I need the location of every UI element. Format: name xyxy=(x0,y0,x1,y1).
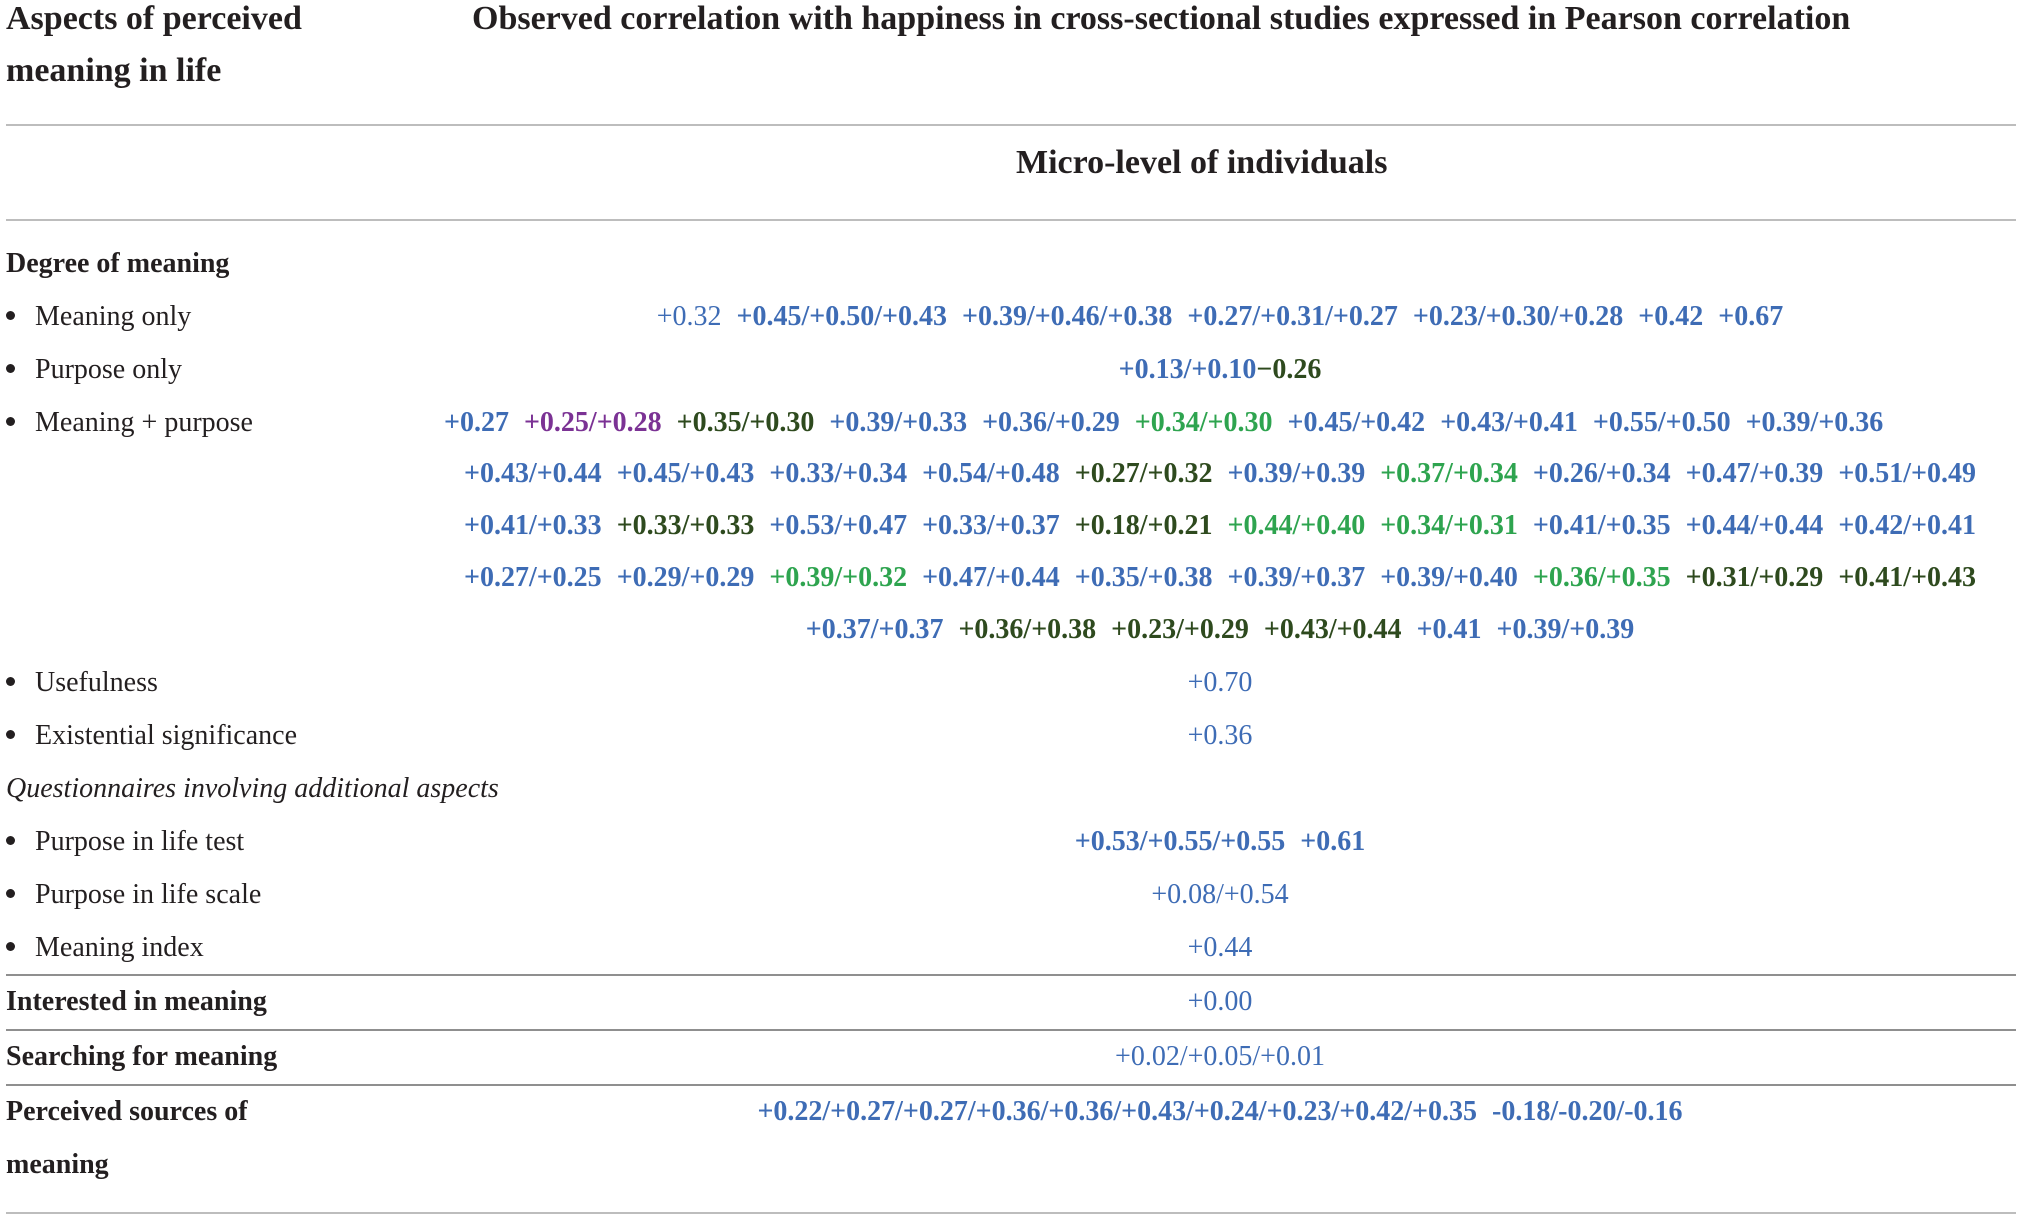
row-label: Usefulness xyxy=(35,667,158,698)
correlation-value: +0.39/+0.36 xyxy=(1745,407,1884,438)
row-usefulness xyxy=(6,667,158,699)
correlation-value: +0.33/+0.37 xyxy=(922,510,1060,541)
correlation-value: +0.34/+0.30 xyxy=(1134,407,1273,438)
row-label-sources-line2: meaning xyxy=(6,1149,109,1180)
correlation-value: +0.45/+0.43 xyxy=(616,458,755,489)
subheader-rule xyxy=(6,219,2016,221)
correlation-value: +0.45/+0.42 xyxy=(1287,407,1426,438)
correlation-value: +0.33/+0.33 xyxy=(616,510,755,541)
correlation-value: +0.35/+0.30 xyxy=(676,407,815,438)
row-purpose-in-life-test xyxy=(6,826,244,858)
subheader-micro-level: Micro-level of individuals xyxy=(1016,144,1388,181)
correlation-value: +0.47/+0.44 xyxy=(922,562,1060,593)
correlation-value: +0.42/+0.41 xyxy=(1838,510,1977,541)
row-label: Existential significance xyxy=(35,720,298,751)
correlation-value: +0.36/+0.35 xyxy=(1532,562,1671,593)
row-label: Meaning index xyxy=(35,932,204,963)
row-label-sources-line1: Perceived sources of xyxy=(6,1096,248,1127)
correlation-value: +0.27 xyxy=(444,407,509,438)
correlation-value: +0.33/+0.34 xyxy=(769,458,908,489)
correlation-value: +0.13/+0.10 xyxy=(1118,354,1257,385)
row-meaning-index xyxy=(6,932,204,964)
header-rule xyxy=(6,124,2016,126)
correlation-value: +0.39/+0.40 xyxy=(1380,562,1518,593)
correlation-value: +0.29/+0.29 xyxy=(616,562,755,593)
values-meaning-purpose-block xyxy=(430,448,2010,656)
correlation-value: +0.41/+0.33 xyxy=(463,510,602,541)
correlation-value: +0.27/+0.31/+0.27 xyxy=(1187,301,1398,332)
bullet-icon xyxy=(6,417,15,426)
row-purpose-only xyxy=(6,354,182,386)
row-purpose-in-life-scale xyxy=(6,879,261,911)
correlation-value: +0.45/+0.50/+0.43 xyxy=(736,301,947,332)
correlation-value: +0.70 xyxy=(1187,667,1253,698)
section-rule xyxy=(6,974,2016,976)
correlation-value: +0.32 xyxy=(656,301,722,332)
values-meaning-purpose-line1 xyxy=(440,407,1887,439)
correlation-value: +0.37/+0.34 xyxy=(1380,458,1518,489)
values-meaning-index xyxy=(340,932,2020,964)
row-meaning-purpose xyxy=(6,407,253,439)
row-label-interested-in-meaning: Interested in meaning xyxy=(6,986,267,1017)
section-rule xyxy=(6,1029,2016,1031)
correlation-value: +0.41/+0.43 xyxy=(1838,562,1977,593)
values-searching-for-meaning xyxy=(340,1041,2020,1073)
correlation-value: +0.51/+0.49 xyxy=(1838,458,1977,489)
row-label: Purpose in life test xyxy=(35,826,245,857)
values-purpose-only xyxy=(340,354,2020,386)
correlation-value: +0.27/+0.25 xyxy=(463,562,602,593)
bullet-icon xyxy=(6,836,15,845)
correlation-value: +0.67 xyxy=(1718,301,1784,332)
correlation-value: +0.22/+0.27/+0.27/+0.36/+0.36/+0.43/+0.24/+0.23/+0.42/+0.35 xyxy=(757,1096,1478,1127)
correlation-value: +0.53/+0.47 xyxy=(769,510,908,541)
values-purpose-in-life-scale xyxy=(340,879,2020,911)
correlation-value: +0.00 xyxy=(1187,986,1253,1017)
values-existential-significance xyxy=(340,720,2020,752)
correlation-value: -0.18/-0.20/-0.16 xyxy=(1492,1096,1683,1127)
correlation-value: +0.36/+0.38 xyxy=(958,614,1097,645)
row-label: Purpose in life scale xyxy=(35,879,262,910)
bullet-icon xyxy=(6,364,15,373)
correlation-value: +0.23/+0.30/+0.28 xyxy=(1412,301,1624,332)
row-label-questionnaires: Questionnaires involving additional aspects xyxy=(6,773,499,804)
bullet-icon xyxy=(6,677,15,686)
correlation-value: +0.42 xyxy=(1638,301,1704,332)
correlation-value: +0.41/+0.35 xyxy=(1532,510,1671,541)
correlation-value: +0.43/+0.44 xyxy=(1263,614,1402,645)
column-header-aspects-line1: Aspects of perceived xyxy=(6,0,302,37)
correlation-value: +0.18/+0.21 xyxy=(1074,510,1213,541)
correlation-value: +0.43/+0.44 xyxy=(463,458,602,489)
correlation-value: +0.23/+0.29 xyxy=(1111,614,1249,645)
correlation-value: +0.55/+0.50 xyxy=(1592,407,1731,438)
correlation-value: +0.39/+0.39 xyxy=(1496,614,1635,645)
correlation-value: +0.36/+0.29 xyxy=(982,407,1120,438)
row-label-degree-of-meaning: Degree of meaning xyxy=(6,248,230,279)
row-label: Meaning + purpose xyxy=(35,407,253,438)
values-usefulness xyxy=(340,667,2020,699)
correlation-value: +0.44/+0.44 xyxy=(1685,510,1824,541)
bullet-icon xyxy=(6,311,15,320)
correlation-value: +0.37/+0.37 xyxy=(805,614,944,645)
bullet-icon xyxy=(6,942,15,951)
correlation-value: +0.39/+0.46/+0.38 xyxy=(961,301,1173,332)
row-existential-significance xyxy=(6,720,297,752)
bullet-icon xyxy=(6,889,15,898)
row-label-searching-for-meaning: Searching for meaning xyxy=(6,1041,278,1072)
correlation-value: +0.47/+0.39 xyxy=(1685,458,1824,489)
correlation-value: +0.34/+0.31 xyxy=(1380,510,1518,541)
row-label: Meaning only xyxy=(35,301,192,332)
correlation-value: +0.39/+0.37 xyxy=(1227,562,1366,593)
values-interested-in-meaning xyxy=(340,986,2020,1018)
correlation-value: +0.41 xyxy=(1416,614,1482,645)
correlation-value: +0.43/+0.41 xyxy=(1440,407,1578,438)
correlation-value: +0.26/+0.34 xyxy=(1532,458,1671,489)
bottom-rule xyxy=(6,1212,2016,1214)
correlation-value: −0.26 xyxy=(1256,354,1322,385)
correlation-value: +0.53/+0.55/+0.55 xyxy=(1074,826,1286,857)
correlation-value: +0.39/+0.39 xyxy=(1227,458,1366,489)
correlation-value: +0.02/+0.05/+0.01 xyxy=(1115,1041,1325,1072)
correlation-value: +0.36 xyxy=(1187,720,1253,751)
row-label: Purpose only xyxy=(35,354,182,385)
correlation-value: +0.35/+0.38 xyxy=(1074,562,1213,593)
correlation-value: +0.31/+0.29 xyxy=(1685,562,1824,593)
correlation-value: +0.39/+0.33 xyxy=(829,407,968,438)
correlation-value: +0.44/+0.40 xyxy=(1227,510,1366,541)
correlation-value: +0.44 xyxy=(1187,932,1253,963)
row-meaning-only xyxy=(6,301,191,333)
values-purpose-in-life-test xyxy=(340,826,2020,858)
bullet-icon xyxy=(6,730,15,739)
values-perceived-sources xyxy=(340,1096,2020,1128)
column-header-aspects-line2: meaning in life xyxy=(6,52,222,89)
values-meaning-only xyxy=(340,301,2020,333)
correlation-value: +0.61 xyxy=(1300,826,1366,857)
correlation-value: +0.54/+0.48 xyxy=(922,458,1060,489)
correlation-value: +0.27/+0.32 xyxy=(1074,458,1213,489)
correlation-value: +0.39/+0.32 xyxy=(769,562,908,593)
correlation-value: +0.08/+0.54 xyxy=(1151,879,1289,910)
column-header-correlation: Observed correlation with happiness in cross-sectional studies expressed in Pearson correlation xyxy=(472,0,1851,37)
correlation-value: +0.25/+0.28 xyxy=(523,407,662,438)
section-rule xyxy=(6,1084,2016,1086)
